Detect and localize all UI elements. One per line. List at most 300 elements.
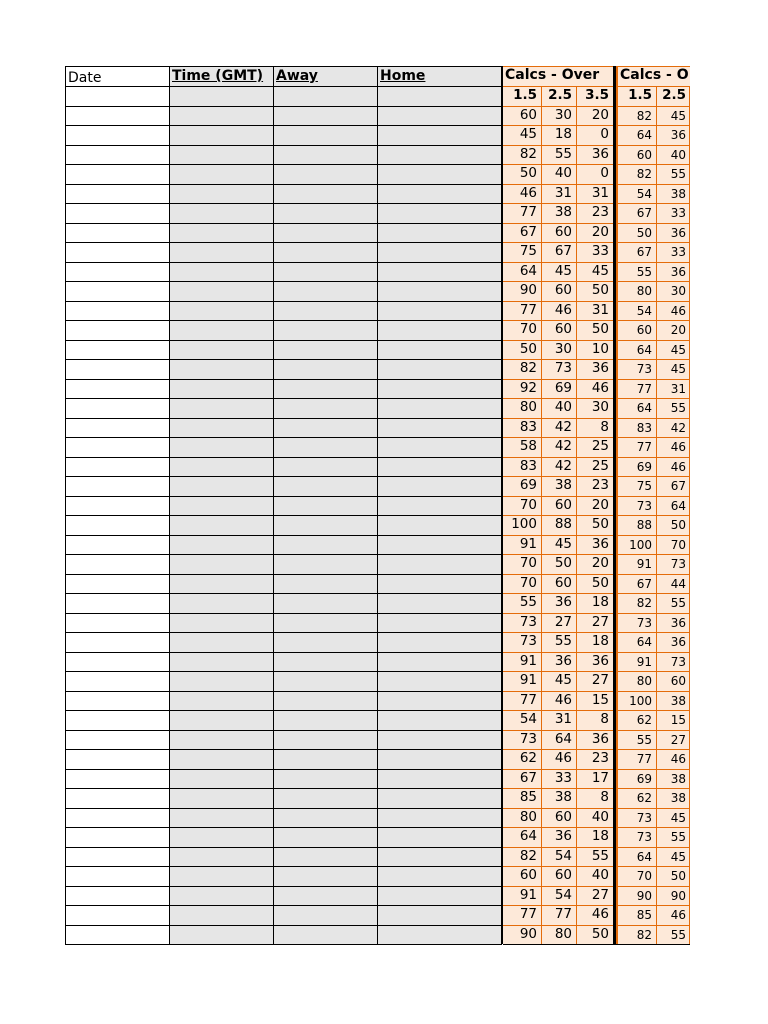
row-time-cell [169,145,274,166]
row-home-cell [377,242,502,263]
row-date-cell [65,301,170,322]
grid-line [503,905,613,906]
calc-cell: 77 [503,691,541,711]
calc-cell: 77 [618,379,656,399]
calc-cell: 60 [503,866,541,886]
row-home-cell [377,515,502,536]
calc-cell: 54 [618,184,656,204]
calc-cell: 55 [618,262,656,282]
row-home-cell [377,613,502,634]
grid-line [618,671,690,672]
row-time-cell [169,106,274,127]
row-time-cell [169,652,274,673]
row-home-cell [377,281,502,302]
calc-cell: 83 [503,418,541,438]
row-date-cell [65,457,170,478]
subheader-over2-2.5: 2.5 [656,86,690,106]
calc-cell: 69 [618,769,656,789]
grid-line [503,710,613,711]
row-time-cell [169,359,274,380]
calc-cell: 77 [503,203,541,223]
grid-line [618,788,690,789]
calc-cell: 60 [656,671,690,691]
row-time-cell [169,691,274,712]
row-away-cell [273,476,378,497]
calc-cell: 91 [503,886,541,906]
grid-line [503,554,613,555]
calc-cell: 33 [656,242,690,262]
grid-line [618,281,690,282]
row-away-cell [273,730,378,751]
grid-line [618,866,690,867]
grid-line [503,886,613,887]
calc-cell: 50 [618,223,656,243]
calc-cell: 44 [656,574,690,594]
calc-cell: 50 [576,515,613,535]
calc-cell: 17 [576,769,613,789]
subheader-over2-1.5: 1.5 [618,86,656,106]
calc-cell: 54 [503,710,541,730]
grid-line [503,593,613,594]
grid-line [618,340,690,341]
row-home-cell [377,125,502,146]
row-away-cell [273,359,378,380]
calc-cell: 80 [503,398,541,418]
calc-cell: 20 [576,496,613,516]
grid-line [618,925,690,926]
row-away-cell [273,379,378,400]
row-home-cell [377,671,502,692]
calc-cell: 60 [503,106,541,126]
grid-line [618,106,690,107]
grid-line [618,808,690,809]
row-date-cell [65,769,170,790]
row-away-cell [273,86,378,107]
row-date-cell [65,730,170,751]
calc-cell: 42 [541,457,576,477]
row-away-cell [273,320,378,341]
row-home-cell [377,632,502,653]
calc-cell: 50 [656,515,690,535]
calc-cell: 55 [576,847,613,867]
grid-line [618,515,690,516]
calc-cell: 27 [656,730,690,750]
calc-cell: 82 [618,593,656,613]
calc-cell: 64 [618,340,656,360]
calc-cell: 82 [503,847,541,867]
calc-cell: 77 [618,749,656,769]
calc-cell: 100 [618,535,656,555]
calc-cell: 55 [541,145,576,165]
row-date-cell [65,262,170,283]
calc-cell: 50 [656,866,690,886]
row-away-cell [273,515,378,536]
calc-cell: 85 [618,905,656,925]
calc-cell: 91 [503,535,541,555]
row-away-cell [273,496,378,517]
grid-line [503,496,613,497]
row-time-cell [169,905,274,926]
calc-cell: 70 [656,535,690,555]
calc-cell: 55 [656,925,690,945]
row-away-cell [273,262,378,283]
row-home-cell [377,398,502,419]
row-date-cell [65,632,170,653]
calc-cell: 64 [618,632,656,652]
calc-cell: 92 [503,379,541,399]
calc-cell: 60 [541,574,576,594]
calc-cell: 80 [618,281,656,301]
grid-line [618,125,690,126]
grid-line [618,905,690,906]
row-time-cell [169,223,274,244]
grid-line [618,730,690,731]
calc-cell: 75 [618,476,656,496]
row-home-cell [377,535,502,556]
calc-cell: 40 [541,164,576,184]
calc-cell: 18 [576,827,613,847]
calc-cell: 64 [618,398,656,418]
grid-line [618,847,690,848]
calc-cell: 55 [618,730,656,750]
grid-line [618,203,690,204]
row-away-cell [273,788,378,809]
calc-cell: 77 [503,905,541,925]
grid-line [618,886,690,887]
calc-cell: 50 [576,574,613,594]
calc-cell: 55 [656,164,690,184]
calc-cell: 38 [541,788,576,808]
calc-cell: 70 [503,320,541,340]
row-home-cell [377,437,502,458]
row-home-cell [377,808,502,829]
row-away-cell [273,418,378,439]
row-home-cell [377,788,502,809]
calc-cell: 45 [656,808,690,828]
calc-cell: 30 [541,106,576,126]
grid-line [503,827,613,828]
calc-cell: 20 [576,106,613,126]
calc-cell: 46 [541,301,576,321]
grid-line [503,379,613,380]
row-away-cell [273,827,378,848]
row-home-cell [377,925,502,946]
calc-cell: 82 [618,106,656,126]
row-away-cell [273,457,378,478]
calc-cell: 80 [541,925,576,945]
calc-cell: 73 [503,632,541,652]
row-date-cell [65,203,170,224]
calc-cell: 50 [576,320,613,340]
row-time-cell [169,574,274,595]
calc-cell: 46 [541,749,576,769]
subheader-over-2.5: 2.5 [541,86,576,106]
calc-cell: 38 [656,769,690,789]
calc-cell: 50 [541,554,576,574]
row-date-cell [65,808,170,829]
row-time-cell [169,749,274,770]
calc-cell: 77 [541,905,576,925]
calc-cell: 10 [576,340,613,360]
grid-line [618,710,690,711]
row-date-cell [65,574,170,595]
row-away-cell [273,613,378,634]
row-home-cell [377,223,502,244]
calc-cell: 33 [541,769,576,789]
calc-cell: 33 [656,203,690,223]
calc-cell: 55 [541,632,576,652]
calc-cell: 60 [541,223,576,243]
row-home-cell [377,184,502,205]
calc-cell: 90 [503,925,541,945]
row-time-cell [169,262,274,283]
calc-cell: 46 [503,184,541,204]
row-time-cell [169,827,274,848]
grid-line [618,613,690,614]
grid-line [503,262,613,263]
row-time-cell [169,164,274,185]
row-time-cell [169,398,274,419]
calc-cell: 38 [656,184,690,204]
row-time-cell [169,788,274,809]
calc-cell: 73 [618,808,656,828]
calc-cell: 46 [541,691,576,711]
row-home-cell [377,866,502,887]
grid-line [618,66,690,67]
row-away-cell [273,632,378,653]
calc-cell: 38 [656,691,690,711]
row-away-cell [273,125,378,146]
grid-line [503,671,613,672]
grid-line [503,515,613,516]
calc-cell: 88 [541,515,576,535]
row-date-cell [65,827,170,848]
calc-cell: 42 [541,437,576,457]
calc-cell: 30 [656,281,690,301]
row-date-cell [65,613,170,634]
calc-cell: 69 [541,379,576,399]
grid-line [616,66,618,944]
row-away-cell [273,242,378,263]
row-away-cell [273,184,378,205]
row-date-cell [65,320,170,341]
grid-line [503,652,613,653]
row-away-cell [273,223,378,244]
calc-cell: 42 [656,418,690,438]
row-away-cell [273,925,378,946]
row-date-cell [65,593,170,614]
calc-cell: 67 [656,476,690,496]
calc-cell: 54 [541,886,576,906]
calc-cell: 20 [576,223,613,243]
calc-cell: 70 [503,554,541,574]
calc-cell: 64 [618,125,656,145]
grid-line [618,379,690,380]
grid-line [503,203,613,204]
calc-cell: 25 [576,457,613,477]
row-time-cell [169,632,274,653]
calc-cell: 91 [503,652,541,672]
grid-line [503,788,613,789]
calc-cell: 67 [618,242,656,262]
row-time-cell [169,301,274,322]
calc-cell: 91 [618,554,656,574]
grid-line [618,691,690,692]
row-date-cell [65,340,170,361]
row-date-cell [65,145,170,166]
row-time-cell [169,86,274,107]
calc-cell: 31 [576,301,613,321]
row-time-cell [169,710,274,731]
calc-cell: 42 [541,418,576,438]
calc-cell: 36 [656,632,690,652]
calc-cell: 73 [618,827,656,847]
row-home-cell [377,359,502,380]
row-away-cell [273,671,378,692]
row-home-cell [377,164,502,185]
row-date-cell [65,905,170,926]
grid-line [618,145,690,146]
calc-cell: 85 [503,788,541,808]
grid-line [618,457,690,458]
row-time-cell [169,671,274,692]
calc-cell: 20 [656,320,690,340]
row-home-cell [377,320,502,341]
row-time-cell [169,340,274,361]
row-home-cell [377,691,502,712]
row-time-cell [169,554,274,575]
grid-line [503,125,613,126]
calc-cell: 67 [541,242,576,262]
row-home-cell [377,593,502,614]
calc-cell: 64 [656,496,690,516]
grid-line [503,808,613,809]
row-date-cell [65,164,170,185]
calc-cell: 67 [618,574,656,594]
header-calcs-over: Calcs - Over [503,66,613,86]
grid-line [503,632,613,633]
calc-cell: 50 [503,340,541,360]
calc-cell: 46 [656,457,690,477]
calc-cell: 73 [503,613,541,633]
row-home-cell [377,905,502,926]
grid-line [618,769,690,770]
row-date-cell [65,281,170,302]
calc-cell: 88 [618,515,656,535]
row-date-cell [65,554,170,575]
calc-cell: 64 [618,847,656,867]
row-date-cell [65,710,170,731]
calc-cell: 23 [576,203,613,223]
calc-cell: 60 [618,145,656,165]
calc-cell: 18 [576,593,613,613]
grid-line [618,223,690,224]
calc-cell: 90 [618,886,656,906]
header-away: Away [273,66,378,87]
row-home-cell [377,262,502,283]
calc-cell: 36 [656,262,690,282]
grid-line [503,847,613,848]
header-calcs-over-2: Calcs - O [618,66,690,86]
calc-cell: 45 [656,340,690,360]
row-date-cell [65,223,170,244]
grid-line [503,106,613,107]
grid-line [503,535,613,536]
calc-cell: 8 [576,788,613,808]
calc-cell: 73 [656,652,690,672]
row-date-cell [65,866,170,887]
calc-cell: 36 [541,593,576,613]
header-date: Date [65,66,170,87]
row-time-cell [169,418,274,439]
row-away-cell [273,203,378,224]
row-time-cell [169,925,274,946]
calc-cell: 36 [576,652,613,672]
calc-cell: 67 [503,769,541,789]
calc-cell: 62 [503,749,541,769]
calc-cell: 70 [618,866,656,886]
grid-line [503,242,613,243]
grid-line [618,632,690,633]
row-time-cell [169,242,274,263]
row-time-cell [169,496,274,517]
calc-cell: 40 [541,398,576,418]
calc-cell: 18 [576,632,613,652]
grid-line [618,262,690,263]
grid-line [618,184,690,185]
grid-line [618,86,690,87]
row-time-cell [169,886,274,907]
calc-cell: 60 [541,808,576,828]
grid-line [503,613,613,614]
row-home-cell [377,476,502,497]
row-time-cell [169,515,274,536]
calc-cell: 100 [503,515,541,535]
row-date-cell [65,437,170,458]
grid-line [503,418,613,419]
calc-cell: 82 [618,164,656,184]
grid-line [618,554,690,555]
row-away-cell [273,574,378,595]
calc-cell: 36 [576,730,613,750]
calc-cell: 33 [576,242,613,262]
row-time-cell [169,184,274,205]
calc-cell: 73 [618,613,656,633]
row-time-cell [169,808,274,829]
row-away-cell [273,554,378,575]
calc-cell: 40 [576,808,613,828]
row-away-cell [273,593,378,614]
grid-line [618,242,690,243]
row-away-cell [273,164,378,185]
calc-cell: 36 [541,827,576,847]
grid-line [656,86,657,944]
calc-cell: 73 [618,359,656,379]
calc-cell: 8 [576,710,613,730]
calc-cell: 90 [503,281,541,301]
grid-line [503,359,613,360]
calc-cell: 27 [576,886,613,906]
grid-line [618,535,690,536]
grid-line [503,320,613,321]
row-date-cell [65,496,170,517]
calc-cell: 60 [541,496,576,516]
row-time-cell [169,281,274,302]
row-date-cell [65,671,170,692]
calc-cell: 27 [541,613,576,633]
calc-cell: 83 [618,418,656,438]
calc-cell: 36 [656,613,690,633]
